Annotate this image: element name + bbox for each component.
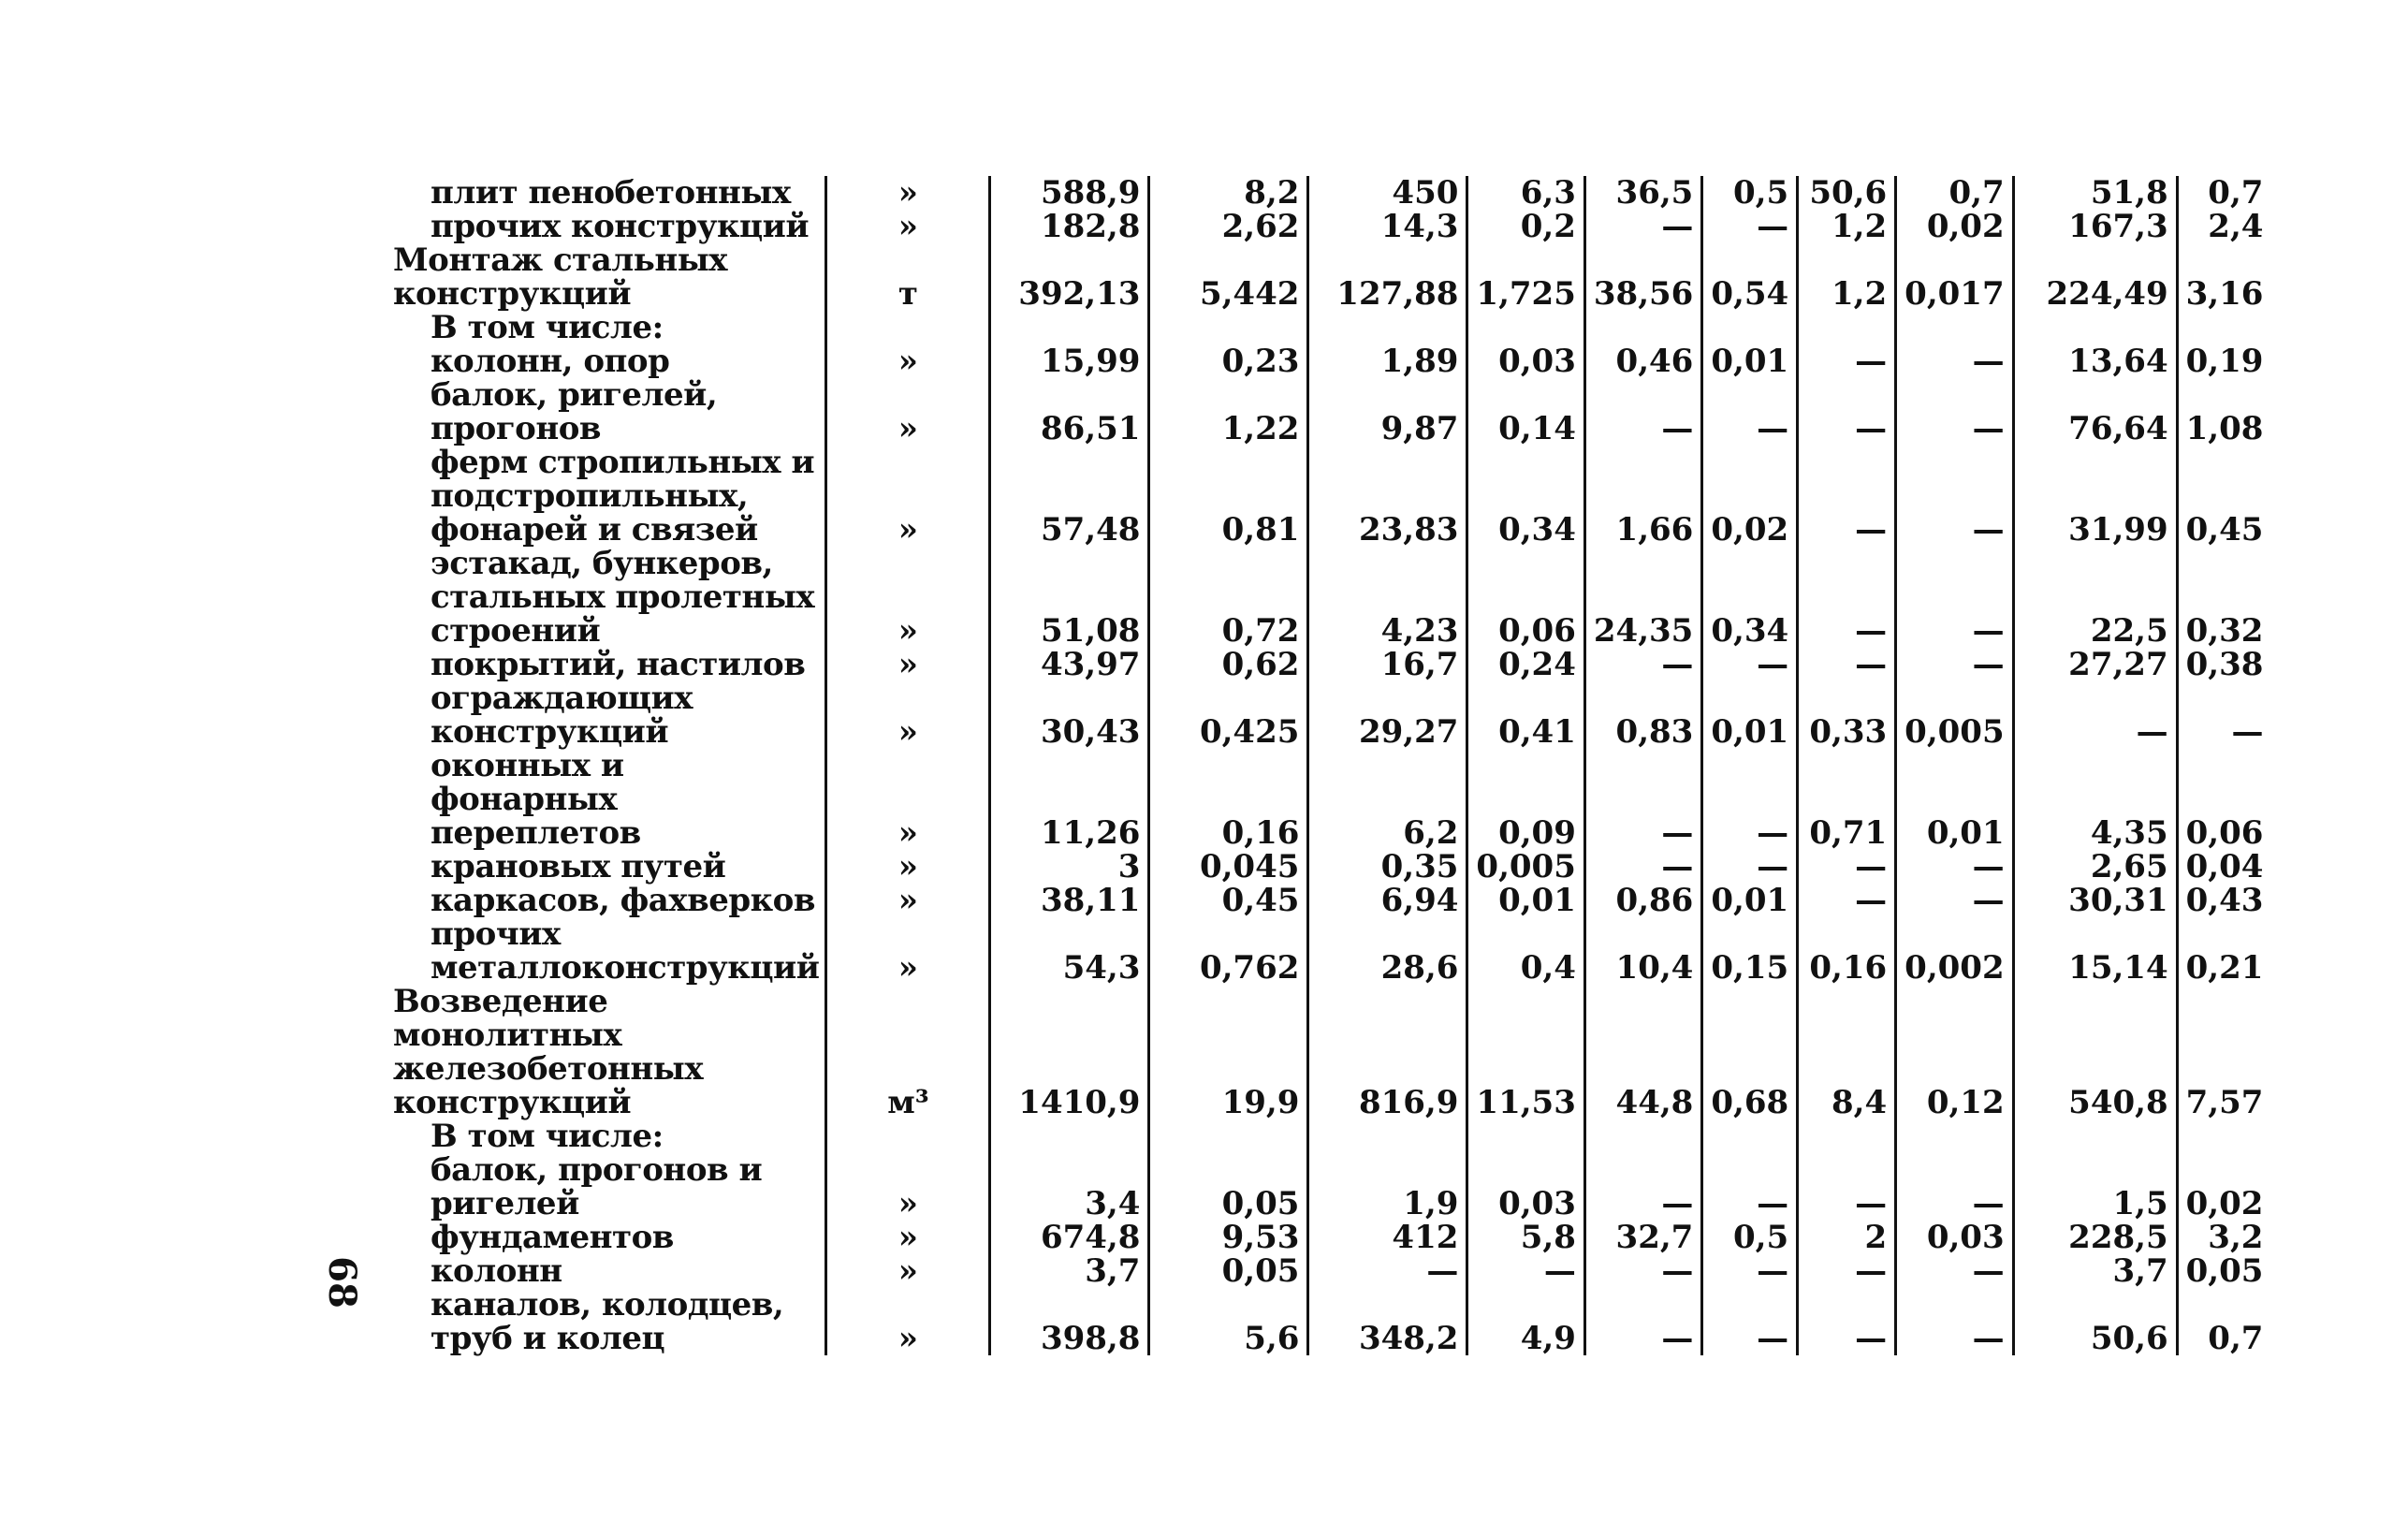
value-cell: —	[1798, 884, 1896, 917]
value-cell: 1,725	[1467, 243, 1584, 311]
unit-cell: »	[826, 378, 990, 446]
value-cell: 15,99	[990, 344, 1149, 378]
value-cell: —	[1798, 446, 1896, 547]
value-cell: 0,16	[1149, 749, 1308, 850]
value-cell: 0,002	[1896, 917, 2013, 985]
value-cell: 44,8	[1584, 985, 1701, 1119]
unit-cell: »	[826, 1221, 990, 1254]
value-cell: 0,5	[1702, 1221, 1798, 1254]
value-cell: —	[1702, 850, 1798, 884]
value-cell: 51,08	[990, 547, 1149, 648]
row-name-cell	[393, 446, 826, 547]
row-name-cell	[393, 311, 826, 344]
value-cell: —	[1896, 446, 2013, 547]
unit-cell	[826, 1119, 990, 1153]
row-name: прочих конструкций	[431, 208, 810, 245]
value-cell: 0,005	[1896, 681, 2013, 749]
value-cell: —	[1896, 884, 2013, 917]
value-cell: 0,12	[1896, 985, 2013, 1119]
value-cell: 3,7	[2013, 1254, 2177, 1288]
table-row	[393, 1254, 2270, 1288]
value-cell: 13,64	[2013, 344, 2177, 378]
value-cell: 0,43	[2177, 884, 2270, 917]
value-cell: 0,5	[1702, 176, 1798, 210]
table-row	[393, 985, 2270, 1119]
row-name: каналов, колодцев, труб и колец	[431, 1286, 784, 1357]
value-cell: 540,8	[2013, 985, 2177, 1119]
value-cell: 7,57	[2177, 985, 2270, 1119]
row-name-cell	[393, 1153, 826, 1221]
value-cell: 0,16	[1798, 917, 1896, 985]
unit-cell: »	[826, 850, 990, 884]
value-cell	[2013, 1119, 2177, 1153]
value-cell: 8,2	[1149, 176, 1308, 210]
value-cell	[990, 1119, 1149, 1153]
row-name-cell	[393, 749, 826, 850]
row-name: оконных и фонарных переплетов	[431, 747, 641, 852]
value-cell: 0,2	[1467, 210, 1584, 243]
value-cell: 0,41	[1467, 681, 1584, 749]
unit-cell: »	[826, 446, 990, 547]
value-cell	[2013, 311, 2177, 344]
table-row	[393, 1119, 2270, 1153]
value-cell: —	[1798, 344, 1896, 378]
table-row	[393, 378, 2270, 446]
value-cell: —	[1798, 1288, 1896, 1355]
value-cell: 0,45	[1149, 884, 1308, 917]
value-cell: 50,6	[2013, 1288, 2177, 1355]
table-row	[393, 884, 2270, 917]
value-cell: 54,3	[990, 917, 1149, 985]
value-cell: 228,5	[2013, 1221, 2177, 1254]
table-row	[393, 1221, 2270, 1254]
value-cell: 0,017	[1896, 243, 2013, 311]
row-name-cell	[393, 1119, 826, 1153]
row-name: каркасов, фахверков	[431, 882, 815, 919]
row-name-cell	[393, 850, 826, 884]
value-cell: 0,7	[1896, 176, 2013, 210]
value-cell	[1308, 311, 1467, 344]
row-name: колонн	[431, 1252, 562, 1290]
value-cell: 29,27	[1308, 681, 1467, 749]
value-cell: 1,2	[1798, 243, 1896, 311]
table-row	[393, 176, 2270, 210]
value-cell: 392,13	[990, 243, 1149, 311]
value-cell	[1467, 311, 1584, 344]
value-cell: 0,02	[1896, 210, 2013, 243]
value-cell: 398,8	[990, 1288, 1149, 1355]
subheading-label: В том числе:	[431, 1118, 664, 1155]
value-cell: 6,94	[1308, 884, 1467, 917]
value-cell: 9,53	[1149, 1221, 1308, 1254]
value-cell: 167,3	[2013, 210, 2177, 243]
row-name-cell	[393, 648, 826, 681]
value-cell: —	[1584, 648, 1701, 681]
value-cell: 28,6	[1308, 917, 1467, 985]
value-cell: 15,14	[2013, 917, 2177, 985]
value-cell: 0,72	[1149, 547, 1308, 648]
value-cell: 0,54	[1702, 243, 1798, 311]
value-cell	[1149, 1119, 1308, 1153]
value-cell: 5,442	[1149, 243, 1308, 311]
value-cell: —	[2013, 681, 2177, 749]
table-row	[393, 850, 2270, 884]
unit-cell: »	[826, 1153, 990, 1221]
value-cell: 224,49	[2013, 243, 2177, 311]
row-name: покрытий, настилов	[431, 646, 806, 683]
value-cell: 674,8	[990, 1221, 1149, 1254]
value-cell	[1149, 311, 1308, 344]
value-cell: 588,9	[990, 176, 1149, 210]
value-cell: 50,6	[1798, 176, 1896, 210]
value-cell: —	[1584, 378, 1701, 446]
value-cell: —	[1798, 1153, 1896, 1221]
value-cell: 76,64	[2013, 378, 2177, 446]
value-cell: 14,3	[1308, 210, 1467, 243]
table-row	[393, 1153, 2270, 1221]
value-cell: 36,5	[1584, 176, 1701, 210]
value-cell: —	[1896, 547, 2013, 648]
value-cell: 0,38	[2177, 648, 2270, 681]
value-cell: 4,35	[2013, 749, 2177, 850]
value-cell: —	[1702, 1254, 1798, 1288]
value-cell: 0,4	[1467, 917, 1584, 985]
value-cell: —	[1896, 1254, 2013, 1288]
value-cell: —	[1584, 850, 1701, 884]
value-cell: —	[1896, 1288, 2013, 1355]
page-number: 68	[320, 1256, 364, 1309]
value-cell: 1,2	[1798, 210, 1896, 243]
unit-cell: »	[826, 749, 990, 850]
row-name-cell	[393, 210, 826, 243]
value-cell: 31,99	[2013, 446, 2177, 547]
value-cell	[1702, 1119, 1798, 1153]
value-cell: —	[1584, 1153, 1701, 1221]
value-cell: 86,51	[990, 378, 1149, 446]
value-cell: 0,01	[1702, 681, 1798, 749]
value-cell: —	[2177, 681, 2270, 749]
unit-cell: т	[826, 243, 990, 311]
value-cell: 0,32	[2177, 547, 2270, 648]
value-cell: 32,7	[1584, 1221, 1701, 1254]
value-cell: 0,03	[1467, 1153, 1584, 1221]
value-cell: 2	[1798, 1221, 1896, 1254]
value-cell: —	[1702, 378, 1798, 446]
value-cell: 412	[1308, 1221, 1467, 1254]
table-row	[393, 344, 2270, 378]
value-cell: 182,8	[990, 210, 1149, 243]
value-cell	[2177, 1119, 2270, 1153]
row-name-cell	[393, 344, 826, 378]
row-name-cell	[393, 1254, 826, 1288]
value-cell: 0,762	[1149, 917, 1308, 985]
value-cell: —	[1702, 648, 1798, 681]
value-cell	[2177, 311, 2270, 344]
value-cell	[1702, 311, 1798, 344]
table-row	[393, 210, 2270, 243]
value-cell: 0,34	[1702, 547, 1798, 648]
row-name: плит пенобетонных	[431, 174, 791, 212]
value-cell: 0,83	[1584, 681, 1701, 749]
value-cell: 0,35	[1308, 850, 1467, 884]
value-cell: 38,11	[990, 884, 1149, 917]
value-cell: 0,19	[2177, 344, 2270, 378]
value-cell: —	[1584, 1288, 1701, 1355]
value-cell: 11,26	[990, 749, 1149, 850]
row-name: балок, ригелей, прогонов	[431, 376, 718, 447]
row-name-cell	[393, 884, 826, 917]
value-cell: 0,01	[1896, 749, 2013, 850]
value-cell: 127,88	[1308, 243, 1467, 311]
value-cell	[1308, 1119, 1467, 1153]
row-name-cell	[393, 243, 826, 311]
value-cell: —	[1584, 1254, 1701, 1288]
value-cell: —	[1896, 1153, 2013, 1221]
value-cell: 0,01	[1702, 344, 1798, 378]
row-name: прочих металлоконструкций	[431, 915, 820, 987]
value-cell: 1,66	[1584, 446, 1701, 547]
value-cell	[1896, 311, 2013, 344]
row-name: Монтаж стальных конструкций	[393, 241, 728, 313]
value-cell: 0,01	[1467, 884, 1584, 917]
table-row	[393, 1288, 2270, 1355]
value-cell: 6,3	[1467, 176, 1584, 210]
row-name: крановых путей	[431, 848, 726, 885]
row-name-cell	[393, 917, 826, 985]
value-cell: —	[1896, 378, 2013, 446]
value-cell: 11,53	[1467, 985, 1584, 1119]
value-cell: —	[1798, 547, 1896, 648]
value-cell: —	[1584, 749, 1701, 850]
unit-cell: »	[826, 210, 990, 243]
value-cell: 0,425	[1149, 681, 1308, 749]
value-cell: 1,08	[2177, 378, 2270, 446]
value-cell: 1,5	[2013, 1153, 2177, 1221]
value-cell: 0,86	[1584, 884, 1701, 917]
value-cell: 23,83	[1308, 446, 1467, 547]
value-cell: 0,15	[1702, 917, 1798, 985]
value-cell: 0,045	[1149, 850, 1308, 884]
value-cell: 2,65	[2013, 850, 2177, 884]
value-cell: 3,16	[2177, 243, 2270, 311]
row-name-cell	[393, 1288, 826, 1355]
value-cell: —	[1798, 1254, 1896, 1288]
value-cell	[1798, 311, 1896, 344]
unit-cell: »	[826, 547, 990, 648]
value-cell: —	[1308, 1254, 1467, 1288]
value-cell: 0,06	[2177, 749, 2270, 850]
value-cell: 43,97	[990, 648, 1149, 681]
value-cell	[990, 311, 1149, 344]
unit-cell: »	[826, 917, 990, 985]
row-name-cell	[393, 176, 826, 210]
value-cell: 3,7	[990, 1254, 1149, 1288]
value-cell: 0,04	[2177, 850, 2270, 884]
row-name-cell	[393, 547, 826, 648]
value-cell: 0,03	[1896, 1221, 2013, 1254]
row-name: фундаментов	[431, 1219, 674, 1256]
value-cell: 0,23	[1149, 344, 1308, 378]
value-cell: 0,005	[1467, 850, 1584, 884]
value-cell: 10,4	[1584, 917, 1701, 985]
value-cell: 6,2	[1308, 749, 1467, 850]
unit-cell: »	[826, 681, 990, 749]
table-row	[393, 243, 2270, 311]
row-name-cell	[393, 985, 826, 1119]
value-cell: 0,05	[1149, 1153, 1308, 1221]
value-cell: —	[1584, 210, 1701, 243]
value-cell: 22,5	[2013, 547, 2177, 648]
value-cell: 30,43	[990, 681, 1149, 749]
value-cell: 0,46	[1584, 344, 1701, 378]
value-cell: 3,2	[2177, 1221, 2270, 1254]
value-cell: 0,34	[1467, 446, 1584, 547]
unit-cell: »	[826, 176, 990, 210]
subheading-label: В том числе:	[431, 309, 664, 346]
value-cell: 3,4	[990, 1153, 1149, 1221]
value-cell: 0,02	[1702, 446, 1798, 547]
value-cell: 4,23	[1308, 547, 1467, 648]
value-cell: 450	[1308, 176, 1467, 210]
row-name-cell	[393, 378, 826, 446]
value-cell: 30,31	[2013, 884, 2177, 917]
value-cell: —	[1798, 378, 1896, 446]
value-cell: 0,71	[1798, 749, 1896, 850]
value-cell: 5,8	[1467, 1221, 1584, 1254]
value-cell: 816,9	[1308, 985, 1467, 1119]
value-cell	[1584, 1119, 1701, 1153]
table-row	[393, 917, 2270, 985]
value-cell: 348,2	[1308, 1288, 1467, 1355]
value-cell: 0,7	[2177, 1288, 2270, 1355]
value-cell: 27,27	[2013, 648, 2177, 681]
value-cell: 0,21	[2177, 917, 2270, 985]
value-cell: 9,87	[1308, 378, 1467, 446]
value-cell: 24,35	[1584, 547, 1701, 648]
value-cell: 0,05	[2177, 1254, 2270, 1288]
value-cell: —	[1798, 648, 1896, 681]
row-name-cell	[393, 681, 826, 749]
value-cell: 0,06	[1467, 547, 1584, 648]
table-body	[393, 176, 2270, 1355]
table-row	[393, 648, 2270, 681]
value-cell: 1410,9	[990, 985, 1149, 1119]
value-cell: —	[1702, 1153, 1798, 1221]
row-name: балок, прогонов и ригелей	[431, 1151, 763, 1222]
value-cell: 1,9	[1308, 1153, 1467, 1221]
value-cell: —	[1896, 850, 2013, 884]
unit-cell: »	[826, 1254, 990, 1288]
table-row	[393, 749, 2270, 850]
value-cell: 0,03	[1467, 344, 1584, 378]
value-cell	[1798, 1119, 1896, 1153]
value-cell: —	[1798, 850, 1896, 884]
value-cell: 57,48	[990, 446, 1149, 547]
value-cell: 2,4	[2177, 210, 2270, 243]
value-cell: 19,9	[1149, 985, 1308, 1119]
value-cell: 0,7	[2177, 176, 2270, 210]
table-row	[393, 547, 2270, 648]
value-cell: 0,02	[2177, 1153, 2270, 1221]
value-cell: —	[1702, 1288, 1798, 1355]
value-cell: 0,14	[1467, 378, 1584, 446]
unit-cell: »	[826, 648, 990, 681]
row-name: ограждающих конструкций	[431, 680, 693, 751]
value-cell: 0,81	[1149, 446, 1308, 547]
value-cell	[1467, 1119, 1584, 1153]
table-row	[393, 311, 2270, 344]
value-cell: 4,9	[1467, 1288, 1584, 1355]
unit-cell: »	[826, 1288, 990, 1355]
unit-cell: »	[826, 884, 990, 917]
row-name: Возведение монолитных железобетонных конструкций	[393, 983, 704, 1121]
table-row	[393, 446, 2270, 547]
row-name-cell	[393, 1221, 826, 1254]
value-cell: —	[1702, 749, 1798, 850]
value-cell: 0,68	[1702, 985, 1798, 1119]
value-cell: 5,6	[1149, 1288, 1308, 1355]
value-cell: —	[1467, 1254, 1584, 1288]
unit-cell: »	[826, 344, 990, 378]
value-cell: 0,24	[1467, 648, 1584, 681]
value-cell	[1584, 311, 1701, 344]
row-name: колонн, опор	[431, 343, 670, 380]
value-cell: 8,4	[1798, 985, 1896, 1119]
value-cell: 0,45	[2177, 446, 2270, 547]
value-cell: —	[1896, 648, 2013, 681]
row-name: эстакад, бункеров, стальных пролетных строений	[431, 545, 815, 650]
value-cell: 3	[990, 850, 1149, 884]
value-cell: 0,62	[1149, 648, 1308, 681]
data-table	[393, 176, 2270, 1355]
value-cell: 0,05	[1149, 1254, 1308, 1288]
unit-cell	[826, 311, 990, 344]
value-cell	[1896, 1119, 2013, 1153]
value-cell: 0,01	[1702, 884, 1798, 917]
value-cell: 16,7	[1308, 648, 1467, 681]
value-cell: 0,09	[1467, 749, 1584, 850]
unit-cell: м³	[826, 985, 990, 1119]
value-cell: 0,33	[1798, 681, 1896, 749]
value-cell: —	[1702, 210, 1798, 243]
value-cell: 51,8	[2013, 176, 2177, 210]
value-cell: 2,62	[1149, 210, 1308, 243]
value-cell: —	[1896, 344, 2013, 378]
table-row	[393, 681, 2270, 749]
value-cell: 1,89	[1308, 344, 1467, 378]
row-name: ферм стропильных и подстропильных, фонарей и связей	[431, 444, 815, 549]
value-cell: 38,56	[1584, 243, 1701, 311]
value-cell: 1,22	[1149, 378, 1308, 446]
